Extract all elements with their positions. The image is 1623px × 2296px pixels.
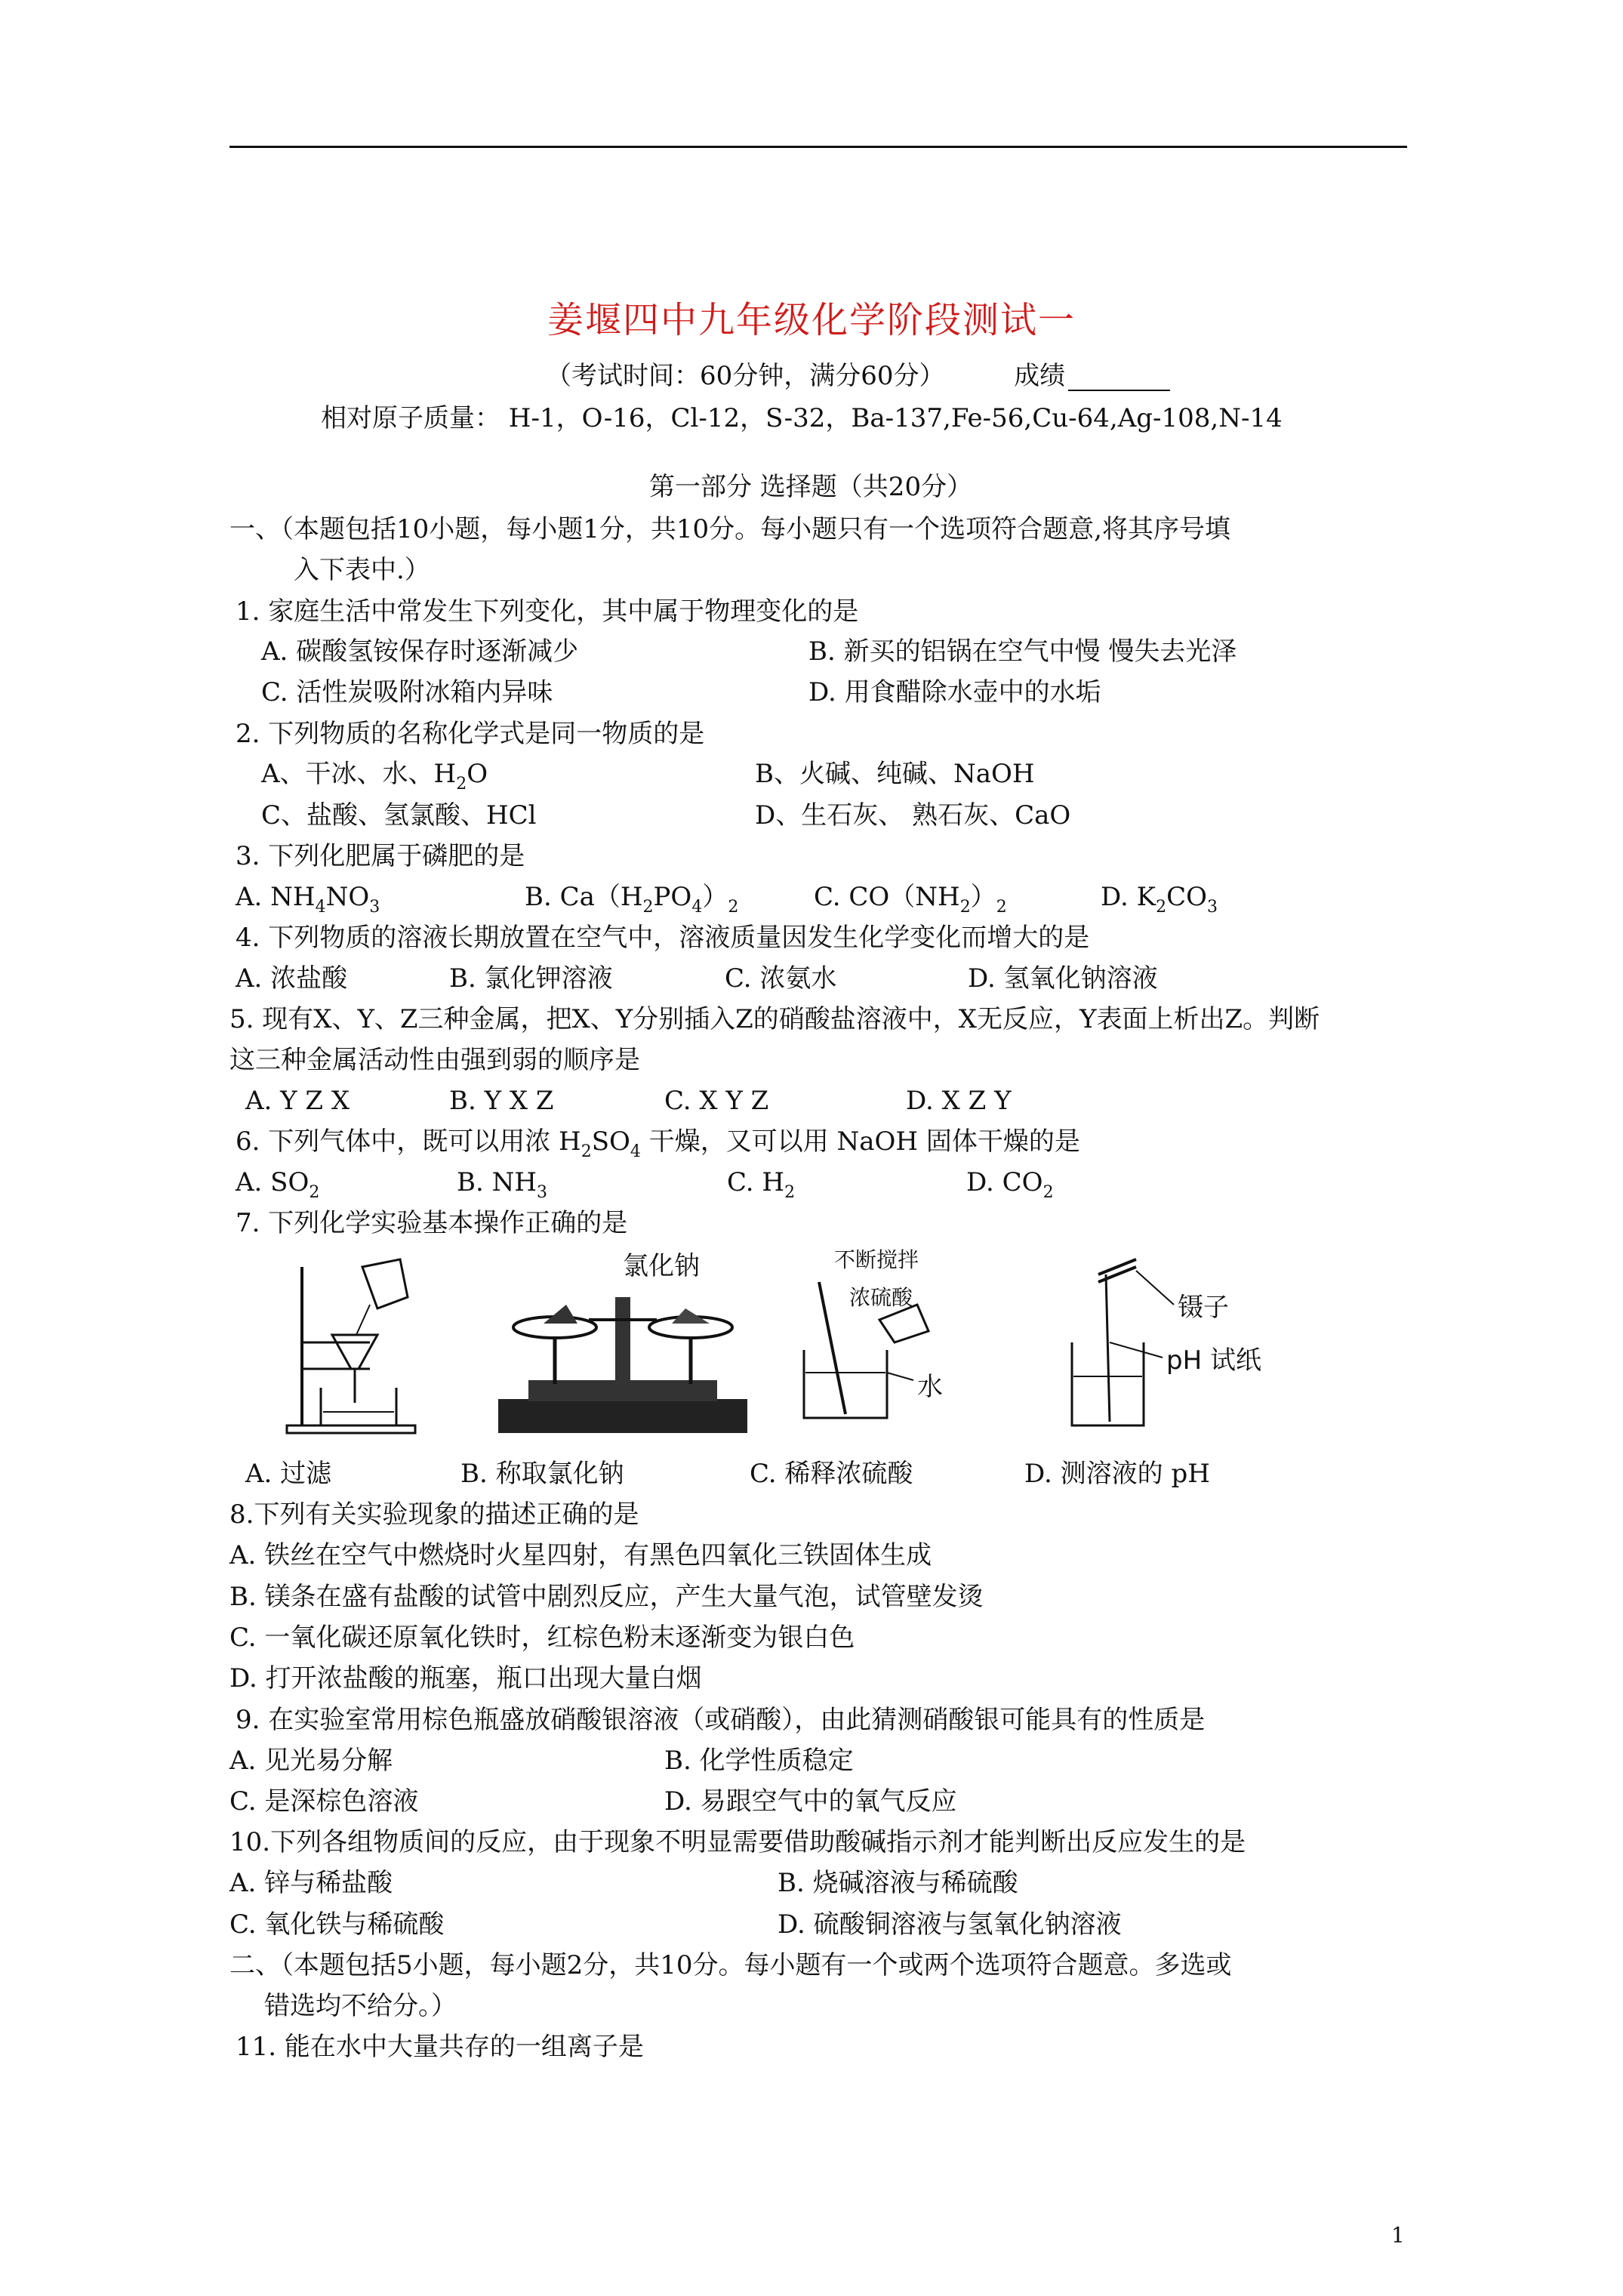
- q11-stem: 11. 能在水中大量共存的一组离子是: [236, 2032, 644, 2062]
- q7-stem: 7. 下列化学实验基本操作正确的是: [236, 1208, 628, 1238]
- q2-option-c: C、盐酸、氢氯酸、HCl: [261, 800, 537, 831]
- q1-option-c: C. 活性炭吸附冰箱内异味: [261, 677, 553, 707]
- balance-diagram: [483, 1244, 762, 1441]
- q1-option-a: A. 碳酸氢铵保存时逐渐减少: [261, 636, 579, 667]
- q3-a-pre: A. NH: [236, 882, 316, 912]
- q3-a-mid: NO: [325, 882, 370, 912]
- q6-d-sub: 2: [1042, 1183, 1054, 1202]
- q4-option-a: A. 浓盐酸: [236, 963, 348, 994]
- q9-option-d: D. 易跟空气中的氧气反应: [664, 1786, 957, 1817]
- dilution-diagram: [789, 1244, 1015, 1441]
- q10-option-a: A. 锌与稀盐酸: [229, 1868, 393, 1898]
- q9-option-b: B. 化学性质稳定: [664, 1746, 854, 1776]
- q3-b-sub3: 2: [728, 898, 739, 917]
- q6-option-d: [966, 1167, 1054, 1201]
- q1-option-d: D. 用食醋除水壶中的水垢: [808, 677, 1101, 707]
- q5-stem-line1: 5. 现有X、Y、Z三种金属，把X、Y分别插入Z的硝酸盐溶液中，X无反应，Y表面上析出Z。判断: [229, 1004, 1320, 1034]
- fig-d-label-tweezers: 镊子: [1178, 1293, 1229, 1323]
- q6-stem-tail: 干燥，又可以用 NaOH 固体干燥的是: [640, 1126, 1080, 1157]
- page-title: 姜堰四中九年级化学阶段测试一: [547, 299, 1076, 341]
- q8-option-d: D. 打开浓盐酸的瓶塞，瓶口出现大量白烟: [229, 1663, 702, 1693]
- q2-a-tail: O: [467, 759, 488, 789]
- q10-option-b: B. 烧碱溶液与稀硫酸: [778, 1868, 1018, 1898]
- q3-d-sub: 2: [1156, 898, 1167, 917]
- q1-stem: 1. 家庭生活中常发生下列变化，其中属于物理变化的是: [236, 596, 859, 627]
- q2-stem: 2. 下列物质的名称化学式是同一物质的是: [236, 719, 705, 749]
- q9-option-a: A. 见光易分解: [229, 1746, 393, 1776]
- q6-option-b: [457, 1167, 547, 1201]
- q3-option-d: [1101, 882, 1218, 916]
- q6-stem: [236, 1126, 1080, 1160]
- q3-a-sub2: 3: [369, 898, 380, 917]
- q6-option-a: [236, 1167, 319, 1201]
- q3-b-pre: B. Ca（H: [525, 882, 643, 912]
- q9-stem: 9. 在实验室常用棕色瓶盛放硝酸银溶液（或硝酸），由此猜测硝酸银可能具有的性质是: [236, 1705, 1206, 1735]
- q6-c-sub: 2: [784, 1183, 796, 1202]
- q6-stem-sub: 2: [581, 1142, 592, 1161]
- q9-option-c: C. 是深棕色溶液: [229, 1786, 419, 1817]
- q7-option-b: B. 称取氯化钠: [460, 1459, 624, 1489]
- q3-d-pre: D. K: [1101, 882, 1156, 912]
- section2-line1: 二、（本题包括5小题，每小题2分，共10分。每小题有一个或两个选项符合题意。多选或: [229, 1950, 1232, 1980]
- q6-stem-mid: SO: [591, 1126, 630, 1157]
- q6-b-sub: 3: [537, 1183, 548, 1202]
- q3-c-sub2: 2: [996, 898, 1007, 917]
- fig-d-label-ph-paper: pH 试纸: [1166, 1345, 1261, 1376]
- q8-option-b: B. 镁条在盛有盐酸的试管中剧烈反应，产生大量气泡，试管壁发烫: [229, 1582, 984, 1612]
- q2-option-a: [261, 759, 488, 793]
- section1-line2: 入下表中.）: [294, 555, 430, 585]
- q4-option-b: B. 氯化钾溶液: [449, 963, 613, 994]
- exam-info: [546, 361, 1170, 391]
- q4-option-c: C. 浓氨水: [725, 963, 837, 994]
- q3-b-tail: ）: [702, 882, 728, 912]
- exam-info-text: （考试时间：60分钟，满分60分）: [546, 361, 945, 391]
- q3-a-sub: 4: [315, 898, 326, 917]
- figure-balance: [483, 1244, 762, 1441]
- q3-b-sub: 2: [642, 898, 654, 917]
- q7-option-c: C. 稀释浓硫酸: [750, 1459, 913, 1489]
- q1-option-b: B. 新买的铝锅在空气中慢 慢失去光泽: [808, 636, 1237, 667]
- score-blank: [1068, 367, 1170, 391]
- q3-stem: 3. 下列化肥属于磷肥的是: [236, 841, 525, 871]
- q10-option-c: C. 氧化铁与稀硫酸: [229, 1909, 445, 1940]
- q4-stem: 4. 下列物质的溶液长期放置在空气中，溶液质量因发生化学变化而增大的是: [236, 923, 1090, 953]
- section2-line2: 错选均不给分。）: [264, 1991, 457, 2021]
- q3-d-mid: CO: [1166, 882, 1207, 912]
- q6-stem-pre: 6. 下列气体中，既可以用浓 H: [236, 1126, 581, 1157]
- part1-heading: 第一部分 选择题（共20分）: [649, 472, 973, 502]
- header-rule: [229, 146, 1407, 148]
- q3-c-sub: 2: [959, 898, 971, 917]
- q2-a-text: A、干冰、水、H: [261, 759, 457, 789]
- ph-test-diagram: [1053, 1244, 1310, 1441]
- q10-option-d: D. 硫酸铜溶液与氢氧化钠溶液: [778, 1909, 1122, 1940]
- q7-option-a: A. 过滤: [245, 1459, 332, 1489]
- q3-option-a: [236, 882, 380, 916]
- q3-option-b: [525, 882, 738, 916]
- q8-option-c: C. 一氧化碳还原氧化铁时，红棕色粉末逐渐变为银白色: [229, 1623, 855, 1653]
- q6-c-pre: C. H: [727, 1167, 785, 1197]
- q2-a-sub: 2: [456, 775, 467, 794]
- q8-option-a: A. 铁丝在空气中燃烧时火星四射，有黑色四氧化三铁固体生成: [229, 1540, 932, 1570]
- q7-option-d: D. 测溶液的 pH: [1024, 1459, 1210, 1489]
- q3-d-sub2: 3: [1206, 898, 1218, 917]
- q6-d-pre: D. CO: [966, 1167, 1043, 1197]
- figure-dilution: [789, 1244, 1015, 1441]
- q2-option-b: B、火碱、纯碱、NaOH: [755, 759, 1035, 789]
- score-label: 成绩: [1014, 361, 1066, 391]
- q5-option-a: A. Y Z X: [245, 1086, 350, 1116]
- figure-ph-test: [1053, 1244, 1310, 1441]
- fig-c-label-acid: 浓硫酸: [849, 1285, 913, 1310]
- q6-option-c: [727, 1167, 795, 1201]
- fig-b-label-sodium-chloride: 氯化钠: [623, 1251, 700, 1281]
- figure-filtration: [264, 1244, 430, 1441]
- q10-stem: 10.下列各组物质间的反应，由于现象不明显需要借助酸碱指示剂才能判断出反应发生的是: [229, 1827, 1246, 1857]
- q6-a-pre: A. SO: [236, 1167, 310, 1197]
- fig-c-label-water: 水: [917, 1372, 943, 1402]
- q3-c-pre: C. CO（NH: [814, 882, 960, 912]
- q3-option-c: [814, 882, 1007, 916]
- fig-c-label-stir: 不断搅拌: [834, 1247, 919, 1272]
- q3-b-sub2: 4: [691, 898, 703, 917]
- q2-option-d: D、生石灰、 熟石灰、CaO: [755, 800, 1071, 831]
- filtration-diagram: [264, 1244, 430, 1441]
- q6-a-sub: 2: [309, 1183, 320, 1202]
- q5-stem-line2: 这三种金属活动性由强到弱的顺序是: [229, 1045, 640, 1075]
- q5-option-c: C. X Y Z: [664, 1086, 769, 1116]
- q8-stem: 8.下列有关实验现象的描述正确的是: [229, 1499, 639, 1530]
- q6-b-pre: B. NH: [457, 1167, 537, 1197]
- q4-option-d: D. 氢氧化钠溶液: [968, 963, 1158, 994]
- q5-option-d: D. X Z Y: [906, 1086, 1012, 1116]
- section1-line1: 一、（本题包括10小题，每小题1分，共10分。每小题只有一个选项符合题意,将其序号填: [229, 514, 1230, 544]
- q3-b-mid: PO: [653, 882, 692, 912]
- q3-c-tail: ）: [970, 882, 996, 912]
- q6-stem-sub2: 4: [630, 1142, 641, 1161]
- atomic-mass-line: 相对原子质量： H-1，O-16，Cl-12，S-32，Ba-137,Fe-56,Cu-64,Ag-108,N-14: [321, 403, 1283, 433]
- page-number: 1: [1391, 2223, 1405, 2248]
- q5-option-b: B. Y X Z: [449, 1086, 554, 1116]
